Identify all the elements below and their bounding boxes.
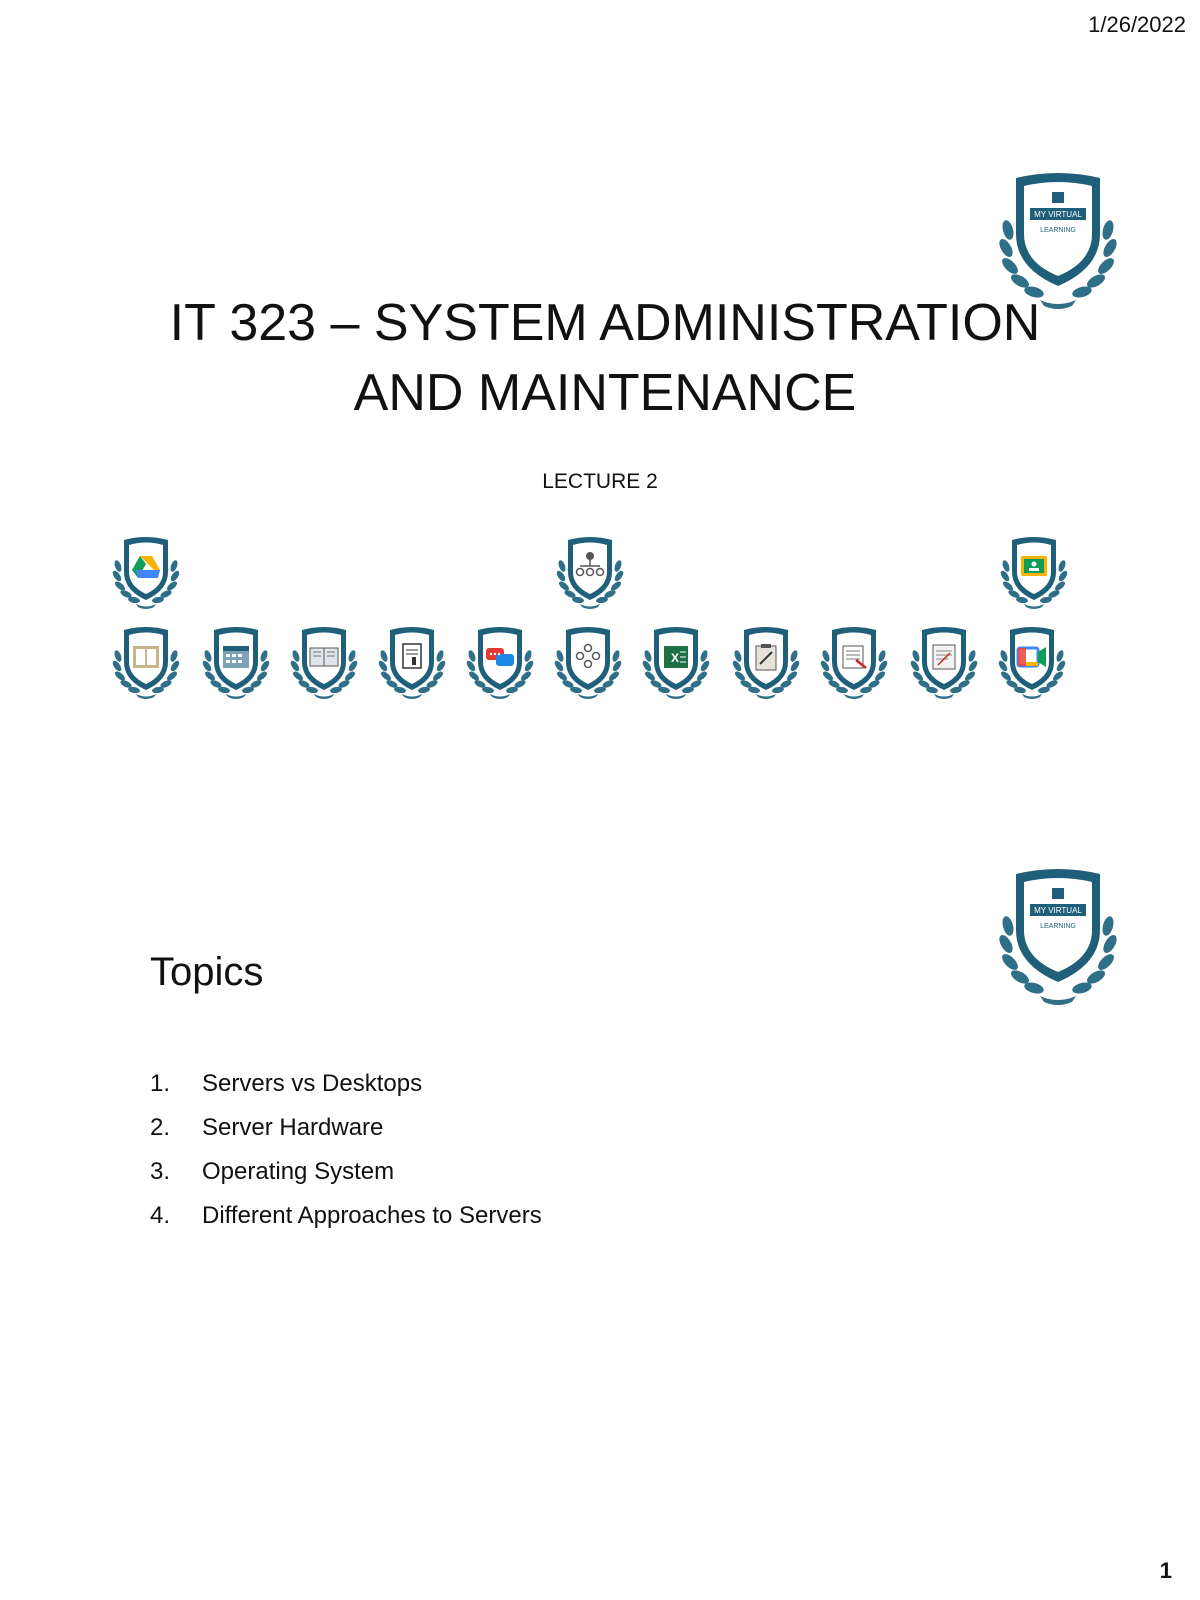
excel-icon	[640, 622, 712, 700]
list-item-number: 2.	[150, 1114, 171, 1141]
google-classroom-icon	[998, 532, 1070, 610]
book-icon	[110, 622, 182, 700]
slide-title	[0, 140, 1200, 740]
reader-icon	[288, 622, 360, 700]
icon-row-bottom	[0, 622, 1200, 712]
lecture-subtitle: LECTURE 2	[542, 470, 658, 493]
university-crest-logo	[996, 864, 1120, 1008]
crest-text-line1: MY VIRTUAL	[1034, 210, 1082, 219]
list-item	[150, 1150, 542, 1194]
crest-text-line2: LEARNING	[1040, 923, 1076, 930]
google-drive-icon	[110, 532, 182, 610]
crest-text-line2: LEARNING	[1040, 227, 1076, 234]
page-number: 1	[1159, 1558, 1172, 1583]
org-chart-icon	[554, 532, 626, 610]
title-line-1: IT 323 – SYSTEM ADMINISTRATION	[169, 294, 1041, 352]
crest-text-line1: MY VIRTUAL	[1034, 906, 1082, 915]
list-item	[150, 1194, 542, 1238]
notepad-icon	[908, 622, 980, 700]
checklist-icon	[818, 622, 890, 700]
list-item-text: Different Approaches to Servers	[202, 1202, 542, 1229]
list-item-text: Operating System	[202, 1158, 395, 1185]
document-icon	[376, 622, 448, 700]
topics-list	[150, 1062, 542, 1238]
clipboard-icon	[730, 622, 802, 700]
list-item-number: 3.	[150, 1158, 171, 1185]
title-line-2: AND MAINTENANCE	[353, 364, 857, 422]
list-item	[150, 1106, 542, 1150]
list-item-number: 4.	[150, 1202, 171, 1229]
slide-title-text	[60, 288, 1150, 428]
list-item-text: Server Hardware	[202, 1114, 384, 1141]
network-icon	[552, 622, 624, 700]
icon-row-top	[0, 532, 1200, 622]
topics-heading: Topics	[150, 950, 264, 994]
svg-text:X: X	[671, 651, 680, 665]
list-item-text: Servers vs Desktops	[202, 1070, 423, 1097]
header-date: 1/26/2022	[1088, 12, 1186, 37]
calendar-icon	[200, 622, 272, 700]
slide-topics	[0, 840, 1200, 1340]
list-item-number: 1.	[150, 1070, 171, 1097]
list-item	[150, 1062, 542, 1106]
google-meet-icon	[996, 622, 1068, 700]
chat-icon	[464, 622, 536, 700]
